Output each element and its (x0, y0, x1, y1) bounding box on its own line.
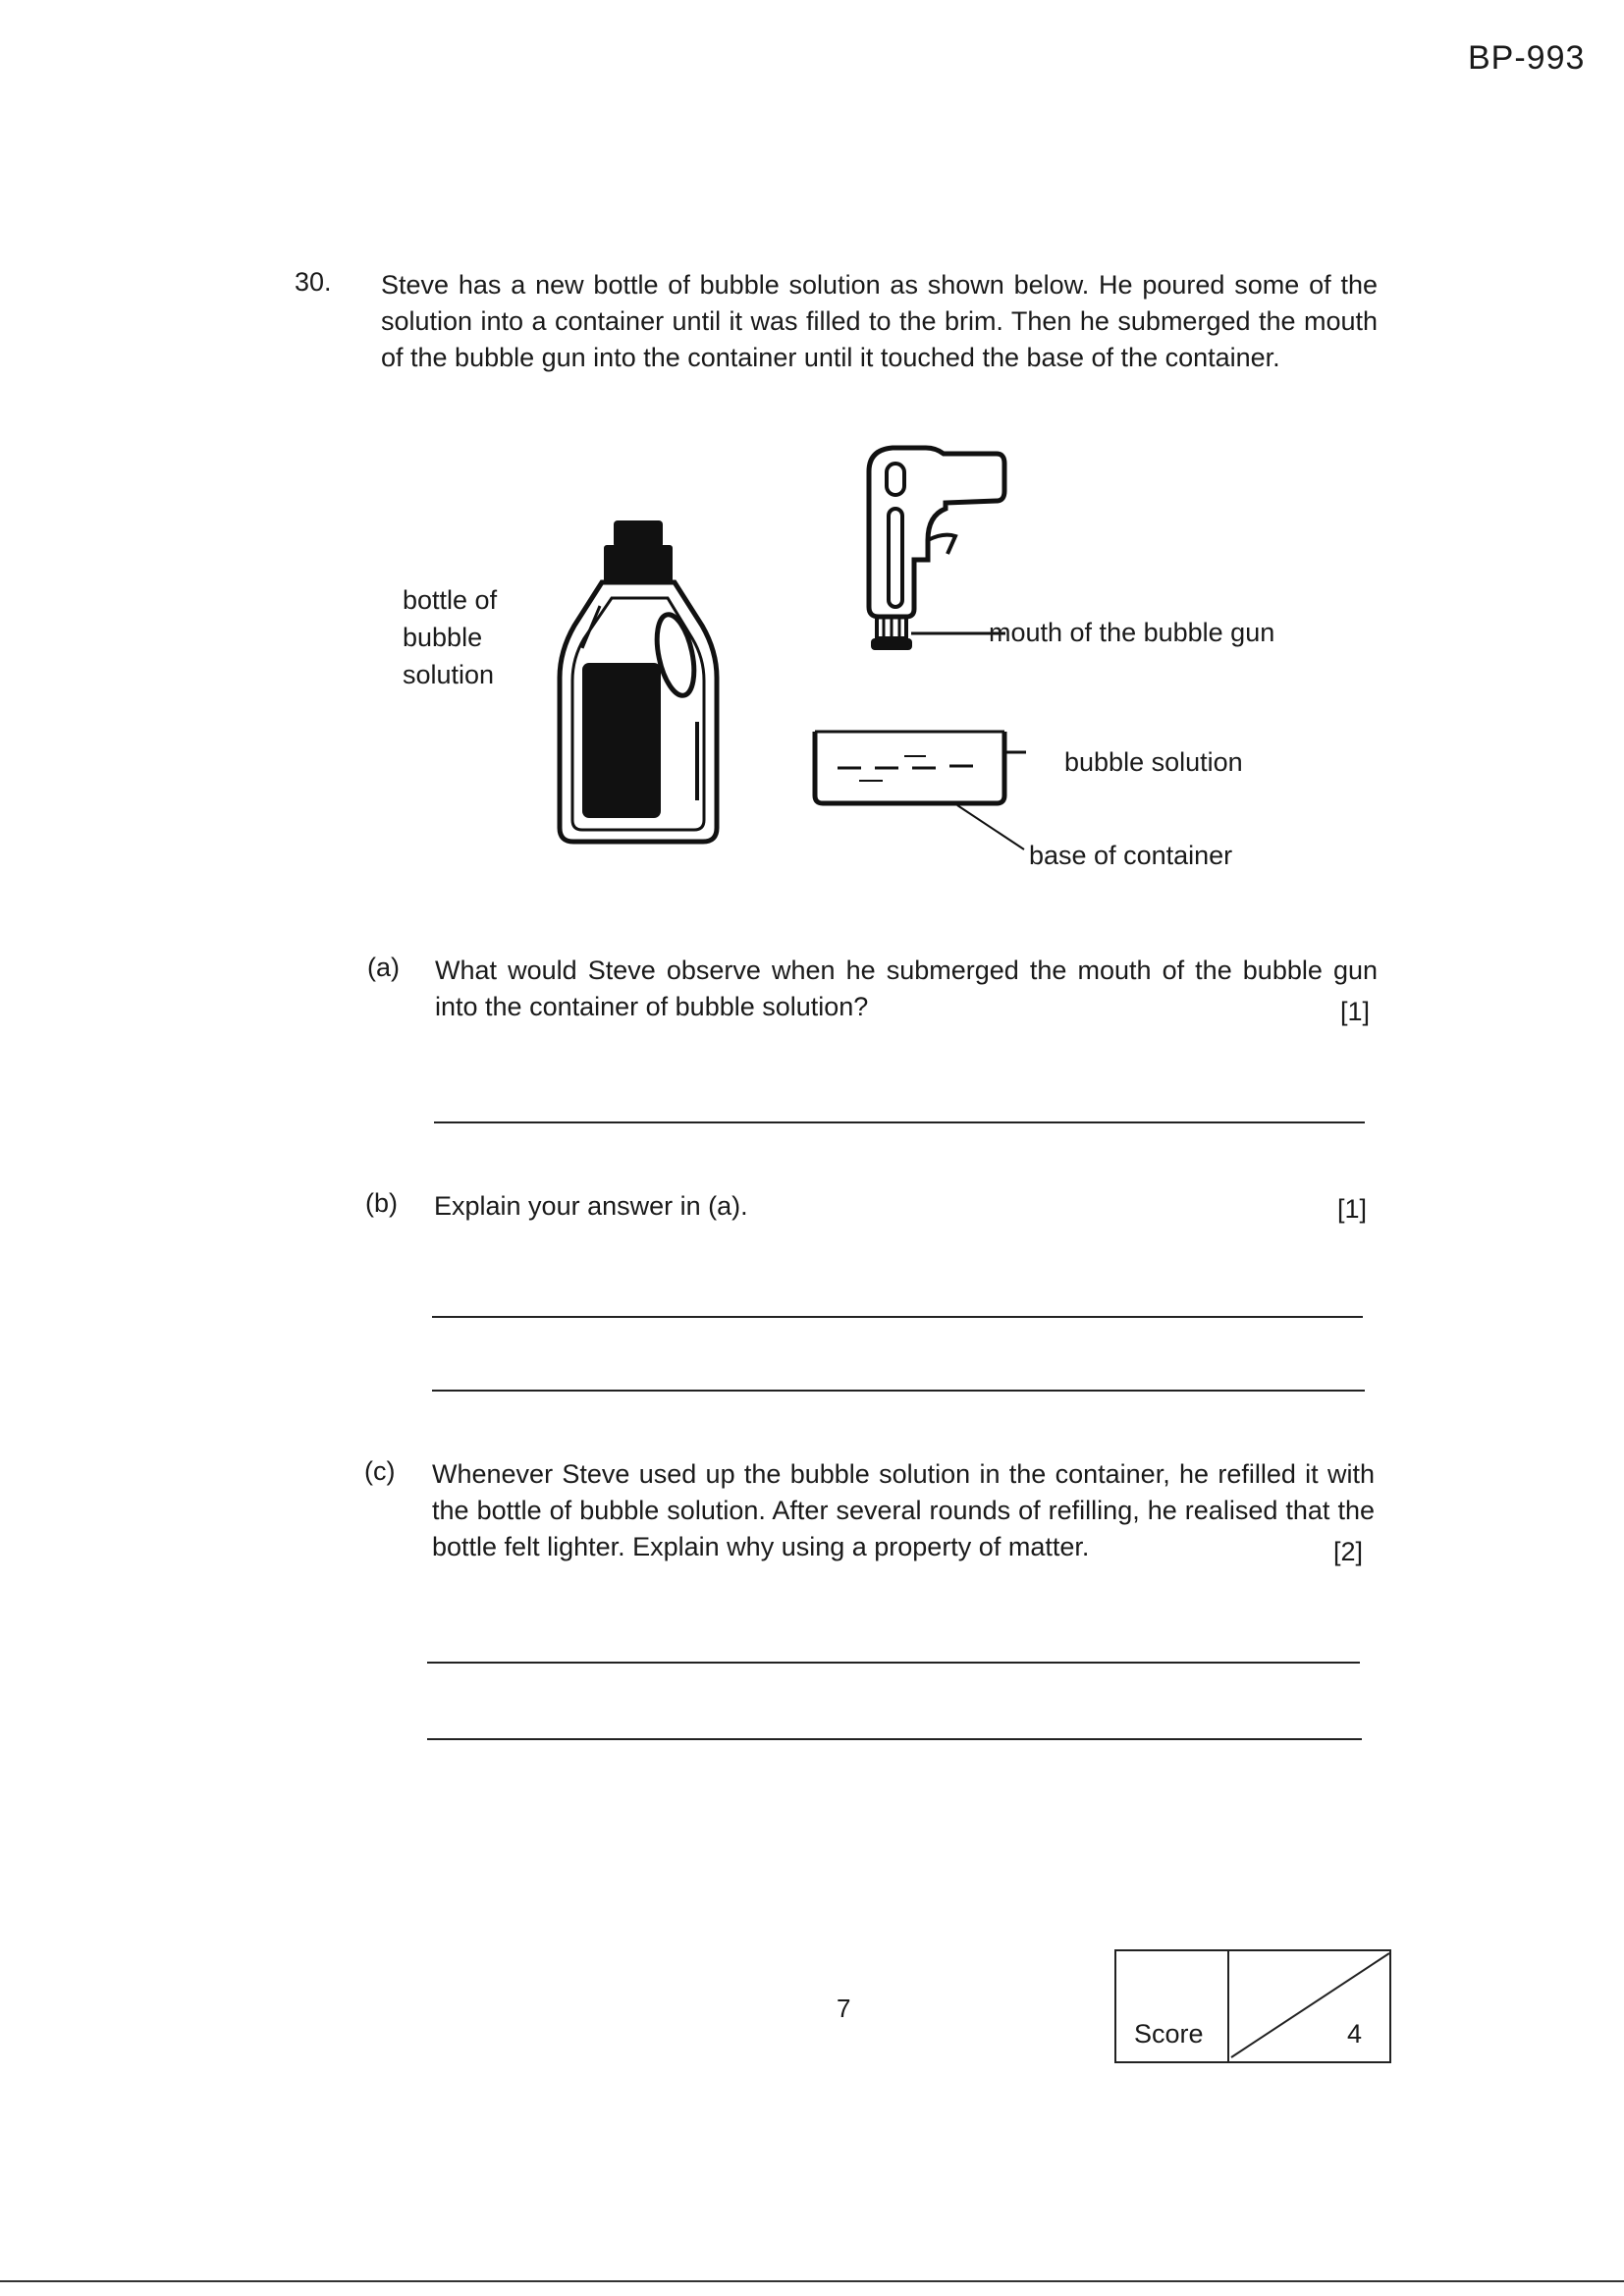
page-number: 7 (837, 1994, 851, 2023)
paper-code: BP-993 (1468, 39, 1586, 77)
part-b-letter: (b) (365, 1188, 398, 1218)
container-icon (810, 727, 1036, 854)
question-number: 30. (295, 267, 332, 297)
score-slash-icon (1229, 1951, 1391, 2061)
bottle-label-line-1: bottle of (403, 585, 498, 615)
part-b-text: Explain your answer in (a). (434, 1191, 748, 1221)
answer-line-a[interactable] (434, 1121, 1365, 1123)
base-label: base of container (1029, 841, 1233, 870)
bottom-rule (0, 2280, 1624, 2282)
bottle-label (403, 581, 497, 693)
part-a-marks: [1] (1340, 997, 1371, 1026)
bottle-label-line-3: solution (403, 660, 495, 689)
answer-line-c-1[interactable] (427, 1662, 1360, 1664)
answer-line-b-2[interactable] (432, 1390, 1365, 1392)
question-stem: Steve has a new bottle of bubble solution as shown below. He poured some of the solution into a container until it was filled to the brim. Then he submerged the mouth of the bubble gun into the container until it touched the base of the container. (381, 270, 1378, 372)
answer-line-c-2[interactable] (427, 1738, 1362, 1740)
score-total: 4 (1346, 2019, 1362, 2049)
score-box (1114, 1949, 1391, 2063)
score-label: Score (1134, 2019, 1204, 2049)
answer-line-b-1[interactable] (432, 1316, 1363, 1318)
solution-label: bubble solution (1064, 747, 1243, 777)
bottle-icon (545, 516, 731, 849)
part-c-letter: (c) (364, 1456, 396, 1486)
bottle-label-line-2: bubble (403, 623, 483, 652)
part-b-marks: [1] (1337, 1194, 1368, 1224)
score-label-cell (1116, 1951, 1229, 2061)
part-c-text: Whenever Steve used up the bubble solution in the container, he refilled it with the bottle of bubble solution. After several rounds of refilling, he realised that the bottle felt lighter. Explain why using a property of matter. (432, 1459, 1375, 1561)
gun-label: mouth of the bubble gun (989, 618, 1275, 647)
part-a-text: What would Steve observe when he submerged the mouth of the bubble gun into the container of bubble solution? (435, 956, 1378, 1021)
part-c-marks: [2] (1333, 1537, 1364, 1566)
part-a-letter: (a) (367, 953, 400, 982)
